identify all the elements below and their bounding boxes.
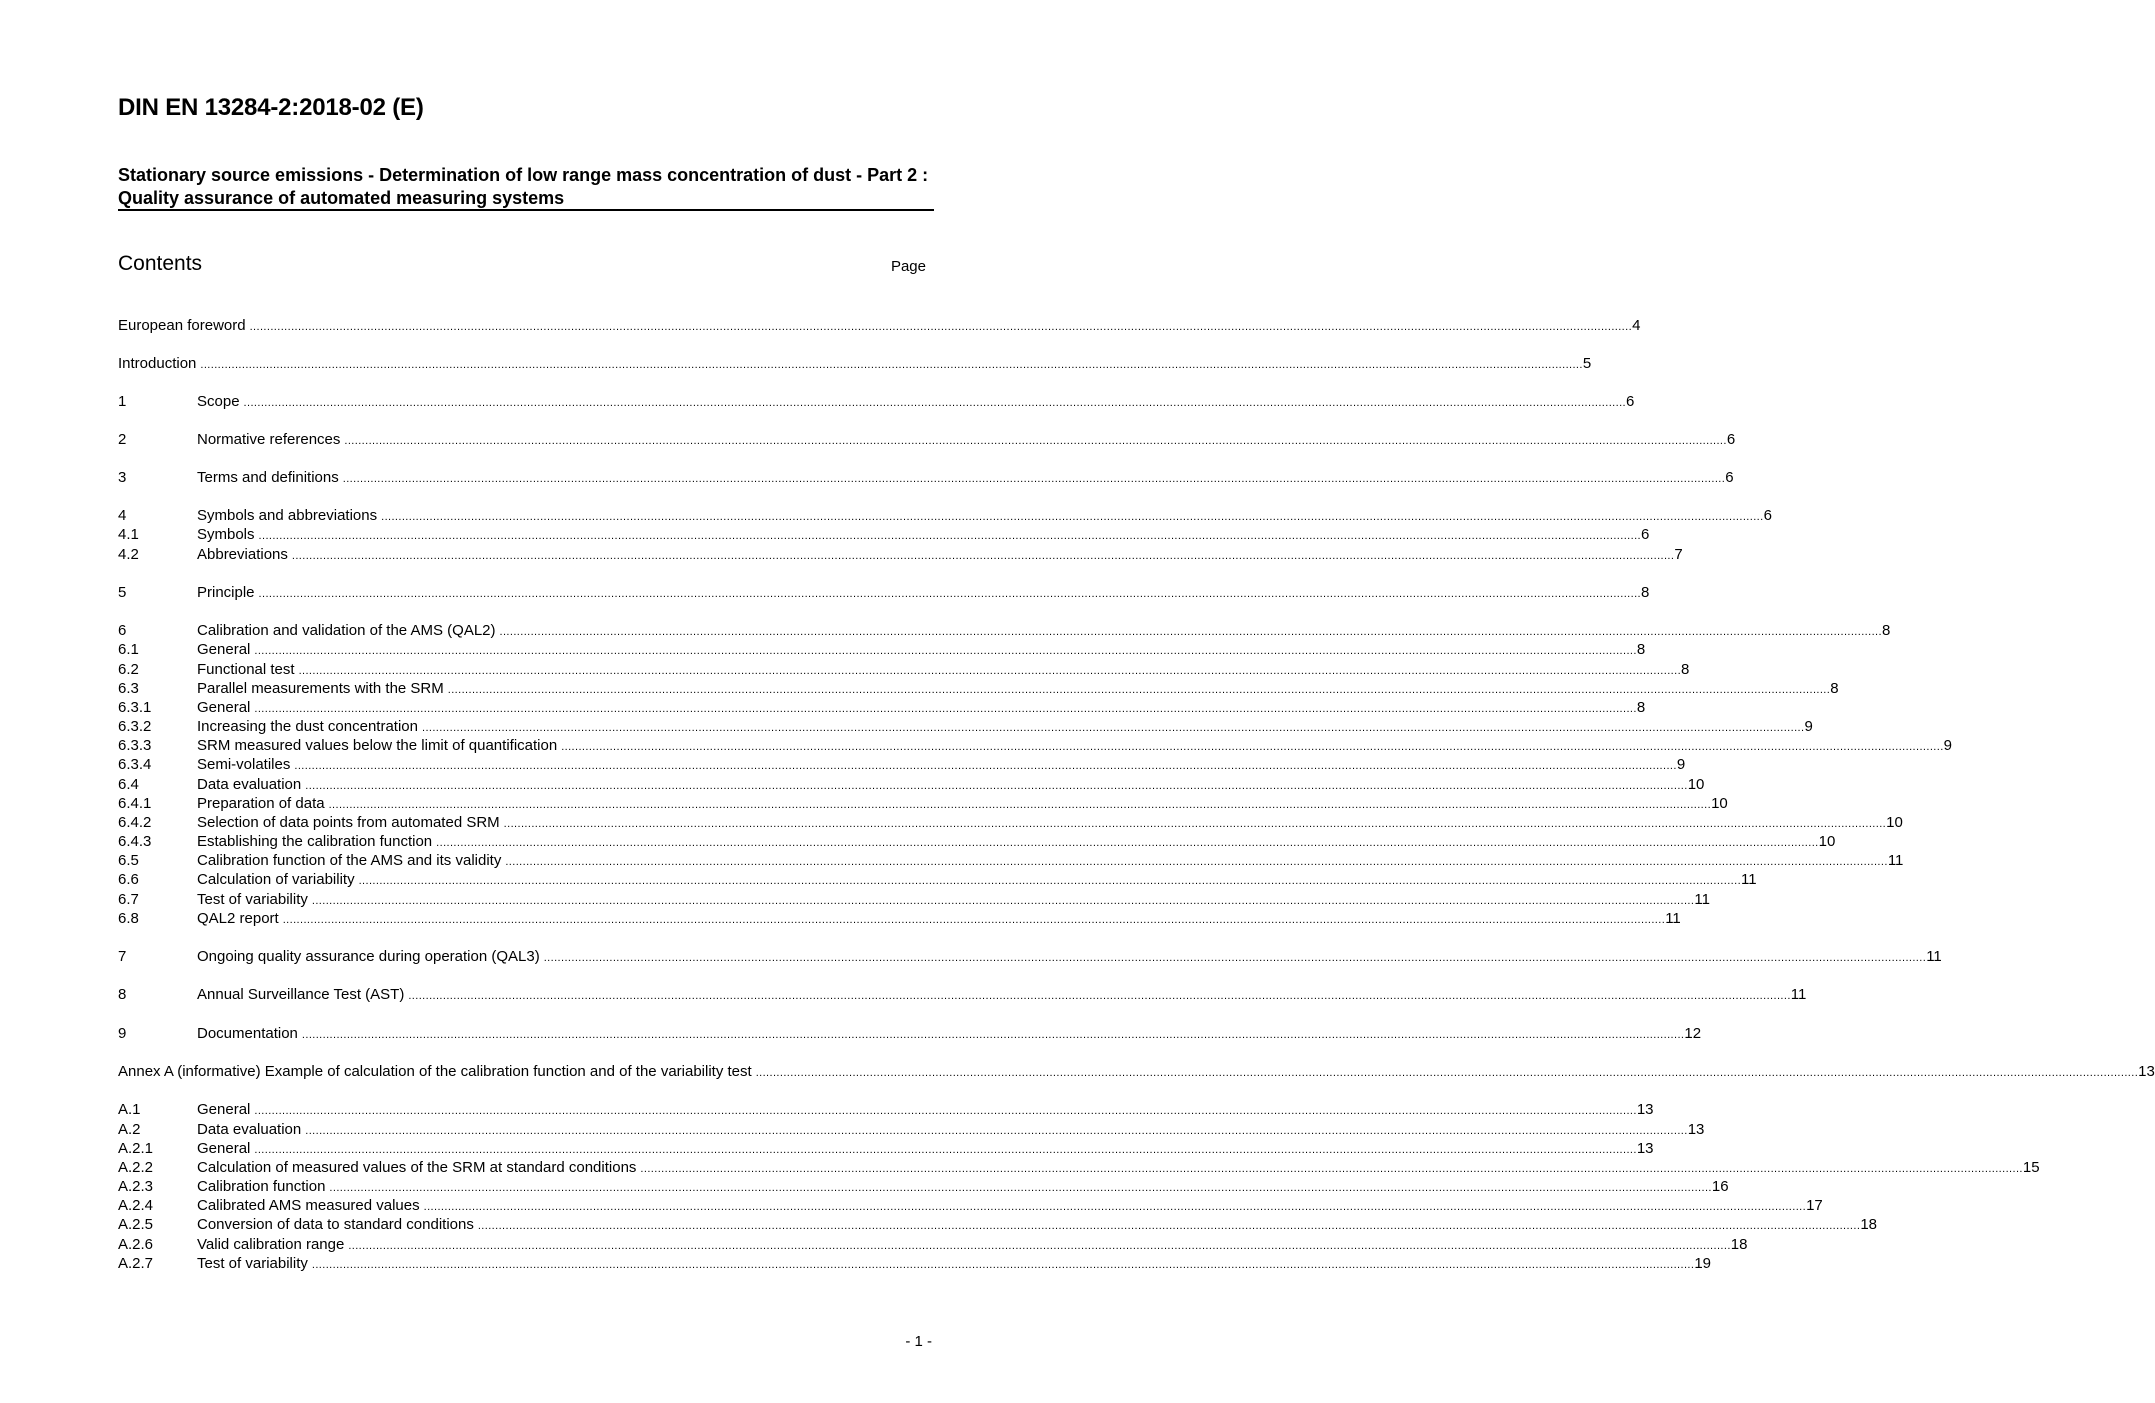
toc-entry-number: A.2.5 [118,1216,154,1233]
toc-entry-page: 13 [1687,1121,1705,1138]
toc-entry[interactable] [118,1235,1748,1254]
toc-entry[interactable] [118,679,1839,698]
toc-dot-leader: ................................................................................................................................................................................................................................................................................................................................................................................................................ [477,1220,1861,1232]
toc-dot-leader: ................................................................................................................................................................................................................................................................................................................................................................................................................ [301,1029,1685,1041]
page-number: - 1 - [905,1333,932,1350]
toc-entry-page: 8 [1830,680,1839,697]
toc-entry[interactable] [118,717,1813,736]
toc-entry-number: 5 [118,584,127,601]
toc-entry-page: 6 [1763,507,1772,524]
toc-dot-leader: ................................................................................................................................................................................................................................................................................................................................................................................................................ [254,645,1637,657]
toc-entry-title: Valid calibration range [197,1236,345,1253]
toc-entry-title: Calculation of variability [197,871,355,888]
toc-entry-page: 16 [1711,1178,1729,1195]
toc-dot-leader: ................................................................................................................................................................................................................................................................................................................................................................................................................ [258,588,1641,600]
toc-entry-page: 9 [1804,718,1813,735]
toc-entry[interactable] [118,430,1736,449]
toc-dot-leader: ................................................................................................................................................................................................................................................................................................................................................................................................................ [200,359,1583,371]
toc-entry-number: 6 [118,622,127,639]
toc-dot-leader: ................................................................................................................................................................................................................................................................................................................................................................................................................ [305,1125,1688,1137]
toc-entry-page: 11 [1887,852,1904,869]
toc-entry[interactable] [118,1158,2040,1177]
toc-entry-title: Test of variability [197,891,308,908]
toc-dot-leader: ................................................................................................................................................................................................................................................................................................................................................................................................................ [342,473,1726,485]
toc-entry-title: General [197,1140,251,1157]
toc-entry-title: Parallel measurements with the SRM [197,680,444,697]
title-rule [118,209,934,211]
toc-entry-title: European foreword [118,317,246,334]
toc-entry-number: A.2.6 [118,1236,154,1253]
toc-entry-page: 12 [1684,1025,1702,1042]
toc-entry-title: QAL2 report [197,910,279,927]
toc-entry-number: 6.7 [118,891,139,908]
toc-entry-title: Symbols and abbreviations [197,507,378,524]
toc-entry-number: 6.3.1 [118,699,152,716]
toc-dot-leader: ................................................................................................................................................................................................................................................................................................................................................................................................................ [291,550,1675,562]
toc-entry-page: 15 [2022,1159,2040,1176]
toc-entry-number: A.1 [118,1101,141,1118]
toc-entry-number: 6.8 [118,910,139,927]
toc-entry-number: 2 [118,431,127,448]
document-id: DIN EN 13284-2:2018-02 (E) [118,94,424,121]
toc-entry-number: 9 [118,1025,127,1042]
toc-entry-number: 6.4.3 [118,833,152,850]
toc-entry-title: SRM measured values below the limit of quantification [197,737,558,754]
toc-entry-number: 1 [118,393,127,410]
toc-entry-title: Calculation of measured values of the SRM at standard conditions [197,1159,637,1176]
toc-entry-title: Symbols [197,526,255,543]
toc-entry[interactable] [118,1120,1705,1139]
toc-entry-number: 4.2 [118,546,139,563]
toc-entry-page: 8 [1636,641,1646,658]
toc-dot-leader: ................................................................................................................................................................................................................................................................................................................................................................................................................ [503,818,1887,830]
toc-dot-leader: ................................................................................................................................................................................................................................................................................................................................................................................................................ [254,1105,1637,1117]
toc-entry-title: Annex A (informative) Example of calculation of the calibration function and of the variability test [118,1063,752,1080]
toc-entry-number: 4 [118,507,127,524]
toc-entry[interactable] [118,832,1836,851]
toc-entry-number: 6.2 [118,661,139,678]
toc-entry-page: 8 [1641,584,1650,601]
toc-entry[interactable] [118,1100,1654,1119]
toc-entry[interactable] [118,1196,1823,1215]
toc-entry-page: 11 [1741,871,1757,888]
toc-entry-number: 6.4.2 [118,814,152,831]
toc-dot-leader: ................................................................................................................................................................................................................................................................................................................................................................................................................ [640,1163,2023,1175]
toc-entry-page: 9 [1676,756,1686,773]
toc-entry[interactable] [118,640,1646,659]
toc-entry-number: 6.3.3 [118,737,152,754]
toc-dot-leader: ................................................................................................................................................................................................................................................................................................................................................................................................................ [499,626,1882,638]
toc-entry-number: 6.6 [118,871,139,888]
toc-entry[interactable] [118,775,1705,794]
toc-entry[interactable] [118,621,1891,640]
toc-entry-title: General [197,699,251,716]
toc-entry-title: Ongoing quality assurance during operation (QAL3) [197,948,540,965]
toc-dot-leader: ................................................................................................................................................................................................................................................................................................................................................................................................................ [328,799,1712,811]
toc-entry-number: 7 [118,948,127,965]
toc-entry[interactable] [118,506,1772,525]
toc-entry[interactable] [118,525,1650,544]
toc-entry[interactable] [118,698,1646,717]
toc-entry[interactable] [118,1177,1729,1196]
toc-entry[interactable] [118,1062,2155,1081]
toc-dot-leader: ................................................................................................................................................................................................................................................................................................................................................................................................................ [249,321,1633,333]
toc-entry[interactable] [118,1139,1654,1158]
toc-entry[interactable] [118,660,1690,679]
toc-entry-page: 6 [1725,469,1734,486]
toc-entry[interactable] [118,468,1734,487]
page-column-heading: Page [890,258,926,275]
toc-entry-page: 19 [1694,1255,1712,1272]
toc-entry-title: Data evaluation [197,776,302,793]
toc-dot-leader: ................................................................................................................................................................................................................................................................................................................................................................................................................ [423,1201,1807,1213]
document-subtitle: Stationary source emissions - Determination of low range mass concentration of dust - Part 2 : Quality assurance of automated measuring systems [118,165,929,208]
toc-entry-number: 3 [118,469,127,486]
toc-entry[interactable] [118,1215,1877,1234]
toc-entry-number: 6.1 [118,641,139,658]
toc-entry[interactable] [118,1254,1712,1273]
toc-entry-number: 6.5 [118,852,139,869]
toc-entry-number: 6.4 [118,776,139,793]
toc-dot-leader: ................................................................................................................................................................................................................................................................................................................................................................................................................ [329,1182,1712,1194]
toc-entry-page: 11 [1926,948,1942,965]
toc-dot-leader: ................................................................................................................................................................................................................................................................................................................................................................................................................ [505,856,1888,868]
toc-entry-title: Data evaluation [197,1121,302,1138]
toc-dot-leader: ................................................................................................................................................................................................................................................................................................................................................................................................................ [543,952,1927,964]
toc-entry-number: A.2.3 [118,1178,154,1195]
toc-entry-title: Preparation of data [197,795,325,812]
toc-entry[interactable] [118,545,1683,564]
toc-entry-page: 18 [1860,1216,1877,1233]
toc-dot-leader: ................................................................................................................................................................................................................................................................................................................................................................................................................ [298,665,1682,677]
toc-entry-number: 6.3 [118,680,139,697]
toc-entry-number: A.2 [118,1121,141,1138]
toc-entry-title: Functional test [197,661,295,678]
contents-heading: Contents [118,252,203,275]
toc-entry[interactable] [118,909,1681,928]
toc-dot-leader: ................................................................................................................................................................................................................................................................................................................................................................................................................ [755,1067,2139,1079]
toc-entry-page: 10 [1818,833,1836,850]
toc-entry-number: A.2.1 [118,1140,154,1157]
toc-entry-number: 4.1 [118,526,139,543]
toc-dot-leader: ................................................................................................................................................................................................................................................................................................................................................................................................................ [561,741,1944,753]
toc-entry-number: A.2.7 [118,1255,154,1272]
toc-entry[interactable] [118,392,1635,411]
toc-dot-leader: ................................................................................................................................................................................................................................................................................................................................................................................................................ [254,1144,1637,1156]
toc-entry[interactable] [118,354,1592,373]
toc-entry-page: 13 [2138,1063,2155,1080]
toc-entry-page: 6 [1641,526,1650,543]
toc-entry-page: 11 [1790,986,1807,1003]
toc-entry-title: Normative references [197,431,341,448]
toc-entry-title: Abbreviations [197,546,288,563]
toc-entry-title: Scope [197,393,240,410]
toc-dot-leader: ................................................................................................................................................................................................................................................................................................................................................................................................................ [344,435,1727,447]
toc-entry-page: 8 [1881,622,1891,639]
toc-entry-page: 18 [1730,1236,1748,1253]
toc-entry[interactable] [118,794,1728,813]
toc-entry-title: Establishing the calibration function [197,833,433,850]
toc-entry-page: 9 [1943,737,1952,754]
toc-entry-number: A.2.2 [118,1159,154,1176]
toc-entry-title: Calibration function of the AMS and its validity [197,852,502,869]
toc-entry-title: Calibration function [197,1178,326,1195]
toc-dot-leader: ................................................................................................................................................................................................................................................................................................................................................................................................................ [243,397,1627,409]
toc-entry-page: 6 [1726,431,1736,448]
toc-entry-number: 8 [118,986,127,1003]
toc-entry[interactable] [118,755,1686,774]
toc-dot-leader: ................................................................................................................................................................................................................................................................................................................................................................................................................ [381,511,1764,523]
toc-dot-leader: ................................................................................................................................................................................................................................................................................................................................................................................................................ [421,722,1805,734]
toc-entry[interactable] [118,947,1942,966]
toc-dot-leader: ................................................................................................................................................................................................................................................................................................................................................................................................................ [294,760,1677,772]
toc-entry[interactable] [118,890,1710,909]
toc-entry-page: 8 [1681,661,1690,678]
toc-entry[interactable] [118,583,1650,602]
toc-entry-title: General [197,1101,251,1118]
toc-entry-title: Documentation [197,1025,298,1042]
toc-entry-page: 10 [1886,814,1903,831]
toc-entry-page: 13 [1636,1140,1654,1157]
toc-entry[interactable] [118,985,1807,1004]
toc-entry[interactable] [118,813,1903,832]
toc-dot-leader: ................................................................................................................................................................................................................................................................................................................................................................................................................ [254,703,1637,715]
toc-entry-title: Selection of data points from automated SRM [197,814,500,831]
toc-dot-leader: ................................................................................................................................................................................................................................................................................................................................................................................................................ [447,684,1831,696]
toc-entry-title: Annual Surveillance Test (AST) [197,986,405,1003]
toc-entry-number: 6.3.4 [118,756,152,773]
toc-entry-page: 5 [1582,355,1592,372]
toc-entry[interactable] [118,870,1757,889]
toc-dot-leader: ................................................................................................................................................................................................................................................................................................................................................................................................................ [348,1240,1731,1252]
toc-entry[interactable] [118,736,1952,755]
toc-dot-leader: ................................................................................................................................................................................................................................................................................................................................................................................................................ [305,780,1688,792]
toc-entry-page: 6 [1626,393,1635,410]
toc-entry-page: 4 [1632,317,1641,334]
toc-dot-leader: ................................................................................................................................................................................................................................................................................................................................................................................................................ [311,895,1695,907]
toc-entry-page: 8 [1636,699,1646,716]
toc-dot-leader: ................................................................................................................................................................................................................................................................................................................................................................................................................ [258,530,1641,542]
toc-entry-title: General [197,641,251,658]
toc-entry-page: 11 [1694,891,1710,908]
toc-dot-leader: ................................................................................................................................................................................................................................................................................................................................................................................................................ [436,837,1819,849]
toc-entry-title: Calibration and validation of the AMS (QAL2) [197,622,496,639]
toc-entry-page: 11 [1665,910,1681,927]
toc-entry-page: 10 [1711,795,1728,812]
toc-entry-number: A.2.4 [118,1197,154,1214]
toc-entry-number: 6.3.2 [118,718,152,735]
toc-dot-leader: ................................................................................................................................................................................................................................................................................................................................................................................................................ [311,1259,1695,1271]
toc-entry-title: Test of variability [197,1255,308,1272]
toc-entry-title: Conversion of data to standard conditions [197,1216,474,1233]
toc-entry-page: 7 [1674,546,1683,563]
toc-entry-title: Semi-volatiles [197,756,291,773]
toc-entry-title: Calibrated AMS measured values [197,1197,420,1214]
toc-entry-page: 10 [1687,776,1705,793]
toc-entry[interactable] [118,316,1641,335]
toc-entry-title: Principle [197,584,255,601]
toc-entry-title: Terms and definitions [197,469,339,486]
toc-dot-leader: ................................................................................................................................................................................................................................................................................................................................................................................................................ [358,875,1742,887]
toc-dot-leader: ................................................................................................................................................................................................................................................................................................................................................................................................................ [408,990,1791,1002]
toc-entry-title: Introduction [118,355,197,372]
toc-entry-page: 17 [1806,1197,1823,1214]
toc-entry-title: Increasing the dust concentration [197,718,418,735]
toc-dot-leader: ................................................................................................................................................................................................................................................................................................................................................................................................................ [282,914,1666,926]
toc-entry-number: 6.4.1 [118,795,152,812]
toc-entry[interactable] [118,851,1904,870]
toc-entry-page: 13 [1636,1101,1654,1118]
toc-entry[interactable] [118,1024,1702,1043]
